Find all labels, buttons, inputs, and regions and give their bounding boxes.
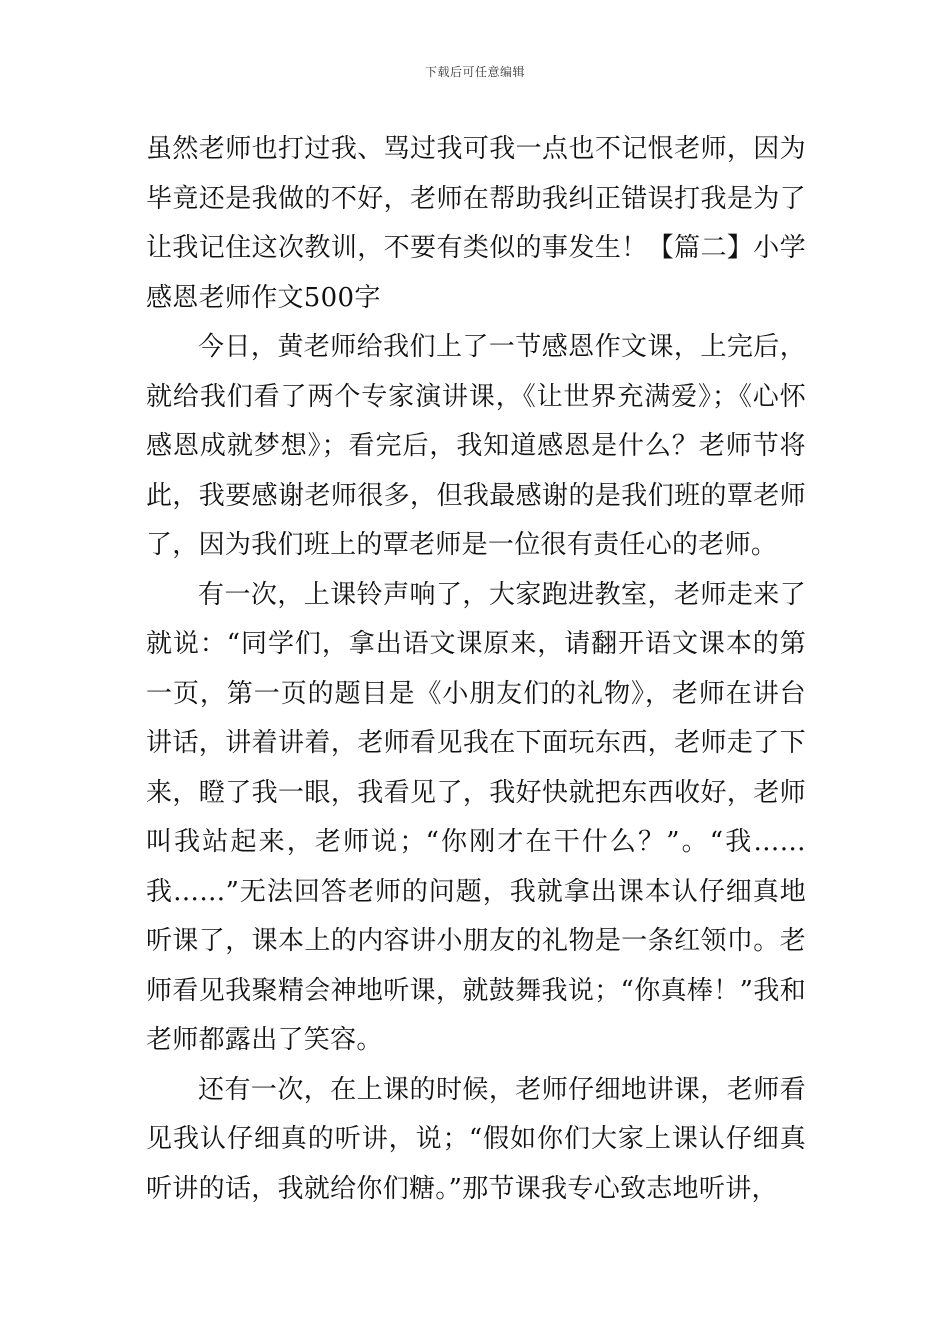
document-body — [146, 125, 806, 1214]
paragraph-continuation: 虽然老师也打过我、骂过我可我一点也不记恨老师，因为毕竟还是我做的不好，老师在帮助我纠正错误打我是为了让我记住这次教训，不要有类似的事发生！【篇二】小学感恩老师作文500字 — [146, 134, 806, 313]
paragraph: 还有一次，在上课的时候，老师仔细地讲课，老师看见我认仔细真的听讲，说；“假如你们大家上课认仔细真听讲的话，我就给你们糖。”那节课我专心致志地听讲， — [146, 1074, 806, 1204]
paragraph: 有一次，上课铃声响了，大家跑进教室，老师走来了就说：“同学们，拿出语文课原来，请翻开语文课本的第一页，第一页的题目是《小朋友们的礼物》，老师在讲台讲话，讲着讲着，老师看见我在下面玩东西，老师走了下来，瞪了我一眼，我看见了，我好快就把东西收好，老师叫我站起来，老师说；“你刚才在干什么？”。“我……我……”无法回答老师的问题，我就拿出课本认仔细真地听课了，课本上的内容讲小朋友的礼物是一条红领巾。老师看见我聚精会神地听课，就鼓舞我说；“你真棒！”我和老师都露出了笑容。 — [146, 579, 806, 1055]
paragraph: 今日，黄老师给我们上了一节感恩作文课，上完后，就给我们看了两个专家演讲课，《让世界充满爱》；《心怀感恩成就梦想》；看完后，我知道感恩是什么？老师节将此，我要感谢老师很多，但我最感谢的是我们班的覃老师了，因为我们班上的覃老师是一位很有责任心的老师。 — [146, 332, 806, 560]
page-header: 下载后可任意编辑 — [424, 65, 525, 79]
